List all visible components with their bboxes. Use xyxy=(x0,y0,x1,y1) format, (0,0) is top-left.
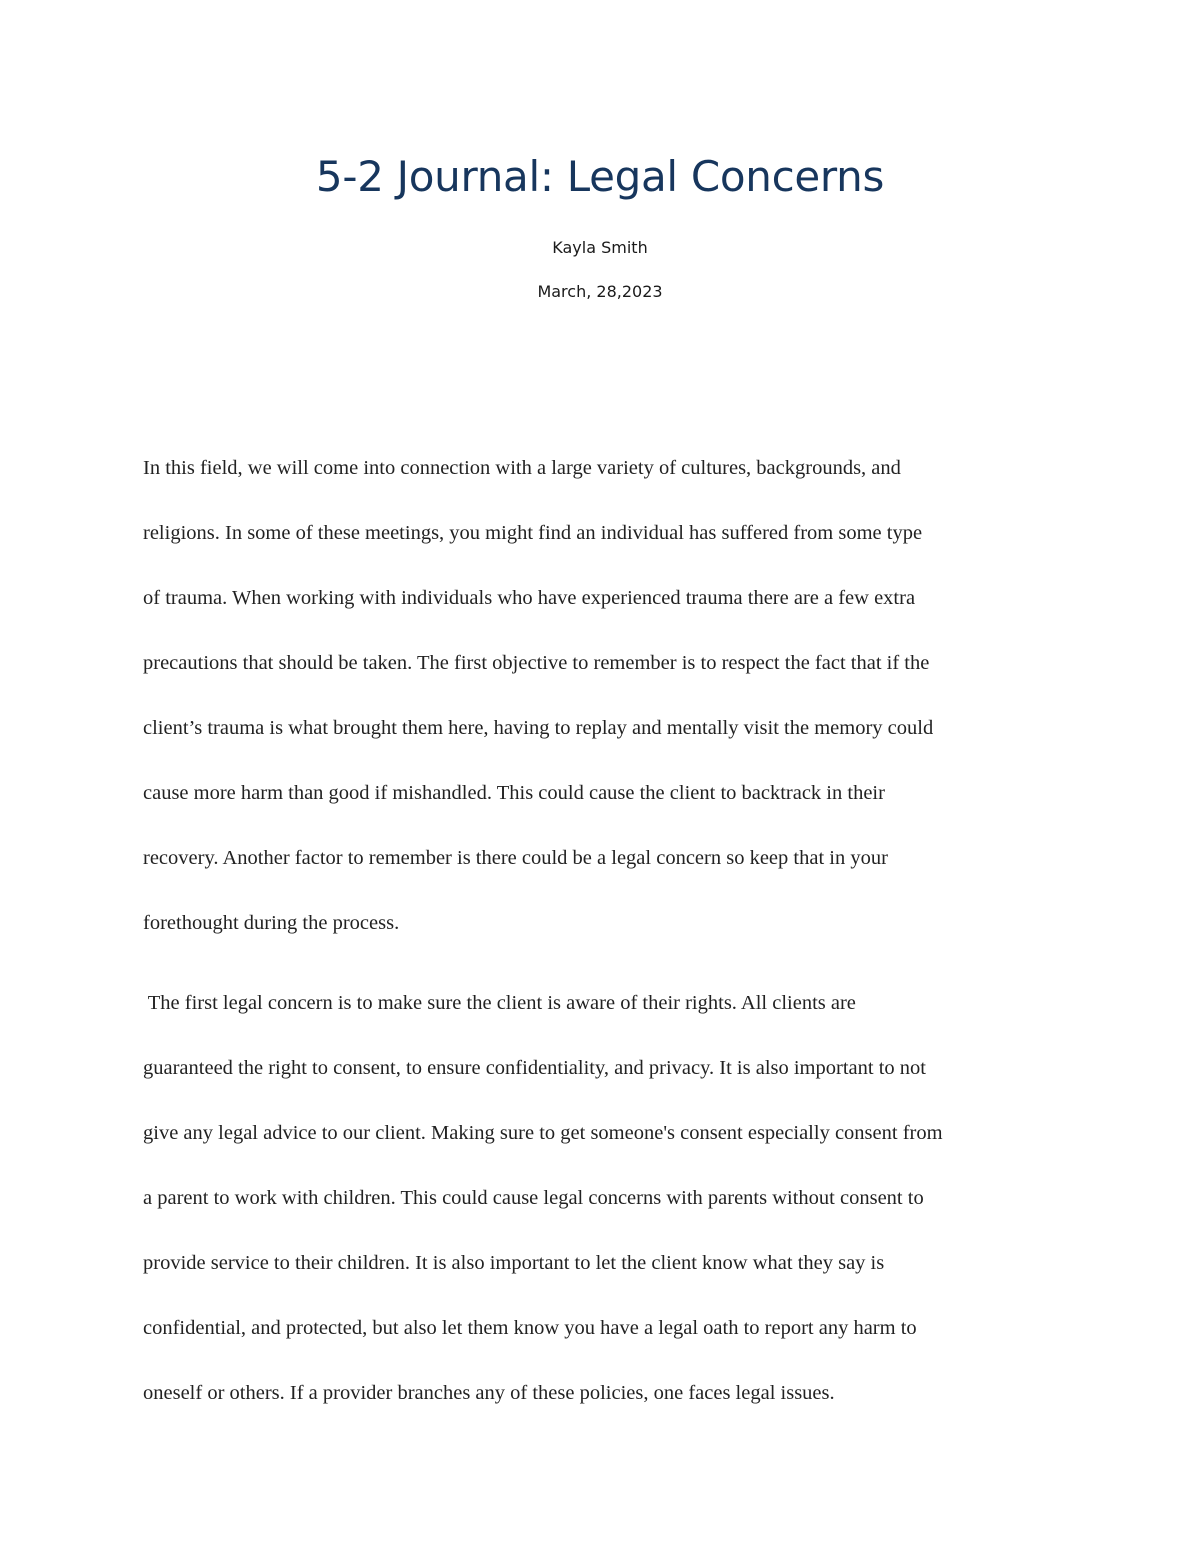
author-name: Kayla Smith xyxy=(552,238,648,257)
paragraph-line: precautions that should be taken. The first objective to remember is to respect the fact that if the xyxy=(143,652,930,674)
paragraph-line: provide service to their children. It is also important to let the client know what they say is xyxy=(143,1252,885,1274)
paragraph-line: The first legal concern is to make sure the client is aware of their rights. All clients are xyxy=(143,992,856,1014)
paragraph-line: religions. In some of these meetings, you might find an individual has suffered from some type xyxy=(143,522,923,544)
paragraph-line: In this field, we will come into connection with a large variety of cultures, backgrounds, and xyxy=(143,457,901,479)
paragraph-line: confidential, and protected, but also let them know you have a legal oath to report any harm to xyxy=(143,1317,917,1339)
paragraph-line: oneself or others. If a provider branches any of these policies, one faces legal issues. xyxy=(143,1382,835,1404)
document-date: March, 28,2023 xyxy=(537,282,663,301)
paragraph-line: cause more harm than good if mishandled. This could cause the client to backtrack in their xyxy=(143,782,885,804)
paragraph-line: forethought during the process. xyxy=(143,912,400,934)
paragraph-line: guaranteed the right to consent, to ensure confidentiality, and privacy. It is also important to not xyxy=(143,1057,926,1079)
paragraph-2 xyxy=(143,971,1068,1426)
document-body xyxy=(143,436,1068,1426)
document-title: 5-2 Journal: Legal Concerns xyxy=(315,152,885,201)
paragraph-line: client’s trauma is what brought them here, having to replay and mentally visit the memory could xyxy=(143,717,934,739)
paragraph-line: a parent to work with children. This could cause legal concerns with parents without consent to xyxy=(143,1187,924,1209)
paragraph-1 xyxy=(143,436,1068,956)
paragraph-line: give any legal advice to our client. Making sure to get someone's consent especially consent from xyxy=(143,1122,943,1144)
paragraph-line: of trauma. When working with individuals who have experienced trauma there are a few extra xyxy=(143,587,916,609)
paragraph-line: recovery. Another factor to remember is there could be a legal concern so keep that in your xyxy=(143,847,888,869)
